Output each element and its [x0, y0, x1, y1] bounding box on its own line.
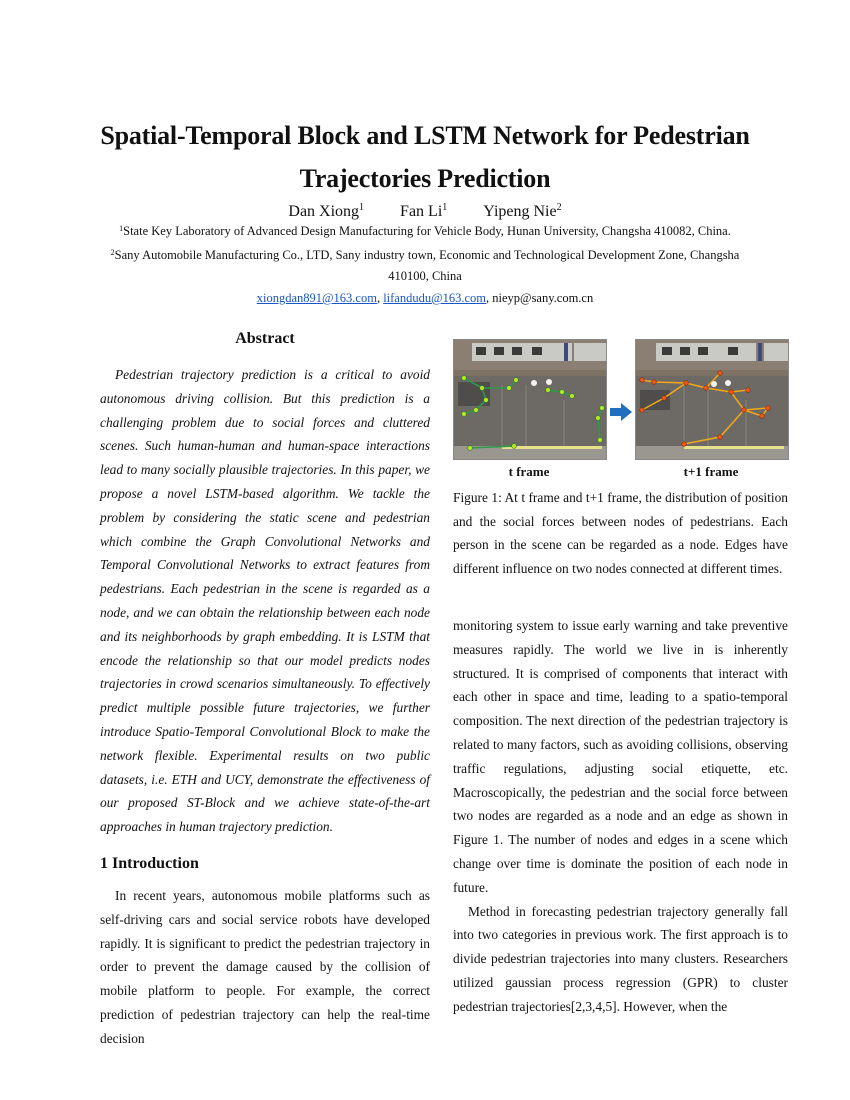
t-plus-1-frame-image: [635, 339, 789, 460]
author-list: [0, 202, 850, 222]
intro-paragraph-2: Method in forecasting pedestrian trajectory generally fall into two categories in previous work. The first approach is to divide pedestrian trajectories into many clusters. Researchers utilized gaussian process regression (GPR) to cluster pedestrian trajectories[2,3,4,5]. However, when the: [453, 903, 788, 1014]
author-affiliation-mark: 1: [442, 202, 448, 213]
affiliation-text: State Key Laboratory of Advanced Design Manufacturing for Vehicle Body, Hunan University, Changsha 410082, China.: [123, 224, 731, 238]
author-name: Yipeng Nie: [483, 203, 557, 220]
affiliation-mark: 1: [119, 224, 124, 233]
author: [288, 203, 364, 220]
right-column: [453, 614, 788, 1019]
left-column: [100, 327, 430, 1051]
author: [400, 203, 447, 220]
author-name: Dan Xiong: [288, 203, 360, 220]
paper-title-line-2: Trajectories Prediction: [299, 164, 551, 193]
section-heading-introduction: 1 Introduction: [100, 854, 199, 872]
intro-paragraph-1: In recent years, autonomous mobile platforms such as self-driving cars and social service robots have developed rapidly. It is significant to predict the pedestrian trajectory in order to prevent the damage caused by the collision of mobile platform to people. For example, the correct prediction of pedestrian trajectory can help the real-time decision: [100, 887, 430, 1046]
affiliation-text: Sany Automobile Manufacturing Co., LTD, Sany industry town, Economic and Technological Development Zone, Changsha: [114, 248, 740, 262]
email-separator: ,: [486, 291, 493, 305]
t-frame-label: t frame: [508, 464, 550, 479]
author-affiliation-mark: 2: [556, 202, 562, 213]
t-plus-1-frame-scene-graphic: [636, 340, 788, 459]
affiliation-text: 410100, China: [388, 269, 462, 283]
intro-paragraph-1-continued: monitoring system to issue early warning and take preventive measures rapidly. The world we live in is inherently structured. It is comprised of components that interact with each other in space and time, leading to a spatio-temporal composition. The next direction of the pedestrian trajectory is related to many factors, such as avoiding collisions, observing traffic regulations, adjusting social etiquette, etc. Macroscopically, the pedestrian and the social force between two nodes are regarded as a node and an edge as shown in Figure 1. The number of nodes and edges in a scene which change over time is dominate the position of each node in future.: [453, 618, 788, 895]
t-frame-scene-graphic: [454, 340, 606, 459]
figure-1: [453, 339, 788, 481]
paper-title-line-1: Spatial-Temporal Block and LSTM Network for Pedestrian: [100, 121, 750, 150]
email-list: [0, 290, 850, 306]
abstract-heading: Abstract: [235, 330, 295, 347]
email-link-2[interactable]: lifandudu@163.com: [383, 291, 487, 305]
affiliation-1: [0, 223, 850, 239]
affiliation-mark: 2: [110, 248, 115, 257]
right-arrow-icon: [610, 403, 632, 421]
author: [483, 203, 561, 220]
author-affiliation-mark: 1: [359, 202, 365, 213]
figure-1-caption: Figure 1: At t frame and t+1 frame, the distribution of position and the social forces between nodes of pedestrians. Each person in the scene can be regarded as a node. Edges have different influence on two nodes connected at different times.: [453, 490, 788, 576]
affiliation-2-continued: [0, 268, 850, 284]
t-frame-image: [453, 339, 607, 460]
email-separator: ,: [376, 291, 384, 305]
email-link-1[interactable]: xiongdan891@163.com: [256, 291, 377, 305]
email-3: nieyp@sany.com.cn: [492, 291, 594, 305]
abstract-text: Pedestrian trajectory prediction is a critical to avoid autonomous driving collision. But this prediction is a challenging problem due to social forces and cluttered scenes. Such human-human and human-space interactions lead to many socially plausible trajectories. In this paper, we propose a novel LSTM-based algorithm. We tackle the problem by considering the static scene and pedestrian which combine the Graph Convolutional Networks and Temporal Convolutional Networks to extract features from pedestrians. Each pedestrian in the scene is regarded as a node, and we can obtain the relationship between each node and its neighborhoods by graph embedding. It is LSTM that encode the relationship so that our model predicts nodes trajectories in crowd scenarios simultaneously. To effectively predict multiple possible future trajectories, we further introduce Spatio-Temporal Convolutional Block to make the network flexible. Experimental results on two public datasets, i.e. ETH and UCY, demonstrate the effectiveness of our proposed ST-Block and we achieve state-of-the-art approaches in human trajectory prediction.: [100, 367, 430, 835]
author-name: Fan Li: [400, 203, 443, 220]
t-plus-1-frame-label: t+1 frame: [683, 464, 739, 479]
affiliation-2: [0, 247, 850, 263]
